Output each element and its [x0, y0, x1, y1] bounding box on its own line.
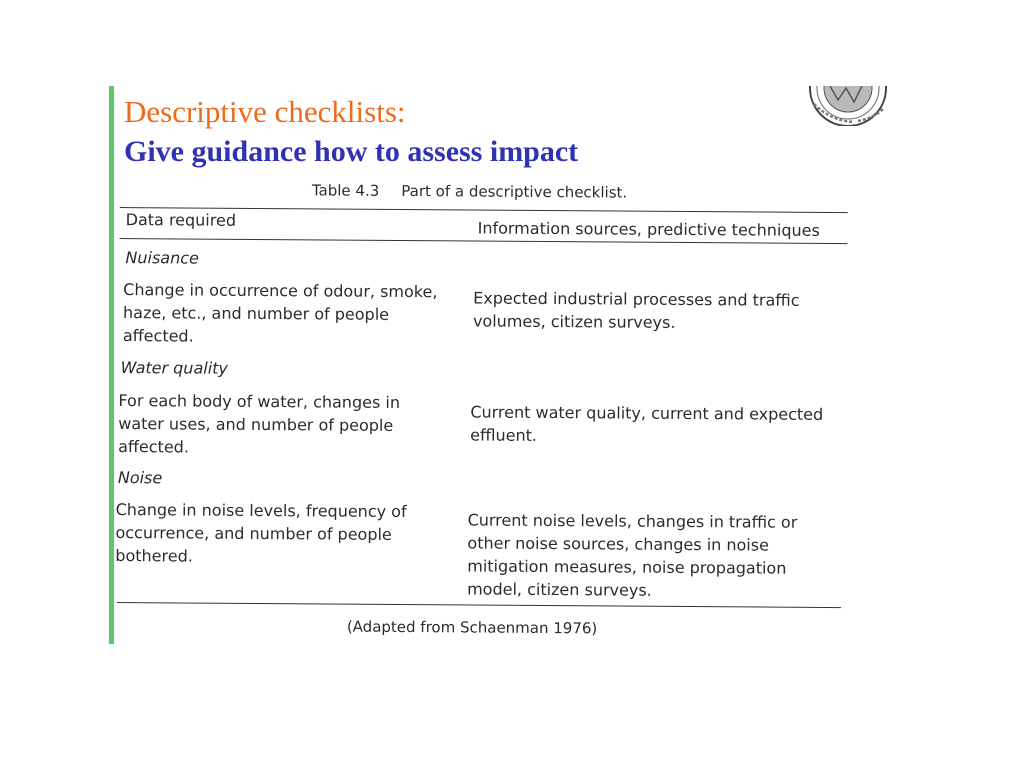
column-header-data-required: Data required: [125, 210, 237, 230]
table-caption: [312, 181, 627, 201]
table-caption-label: Table 4.3: [311, 181, 380, 200]
table-bottom-rule: [117, 602, 841, 608]
column-header-sources: Information sources, predictive techniques: [477, 218, 820, 240]
section-label-water-quality: Water quality: [120, 358, 228, 378]
slide-heading: [124, 92, 578, 172]
slide-subtitle: Give guidance how to assess impact: [124, 135, 579, 168]
nuisance-data-required: Change in occurrence of odour, smoke, haze, etc., and number of people affected.: [122, 280, 438, 346]
checklist-table: [113, 176, 852, 651]
nuisance-sources: Expected industrial processes and traffic volumes, citizen surveys.: [472, 288, 800, 332]
seal-icon: [800, 86, 890, 126]
table-caption-text: Part of a descriptive checklist.: [401, 181, 628, 202]
slide-title: Descriptive checklists:: [124, 94, 406, 129]
water-quality-data-required: For each body of water, changes in water uses, and number of people affected.: [118, 391, 401, 457]
section-label-nuisance: Nuisance: [125, 248, 199, 268]
section-label-noise: Noise: [117, 468, 163, 488]
table-source-note: (Adapted from Schaenman 1976): [346, 617, 598, 638]
water-quality-sources: Current water quality, current and expected effluent.: [470, 402, 824, 445]
noise-sources: Current noise levels, changes in traffic or other noise sources, changes in noise mitigation measures, noise propagation model, citizen surveys.: [467, 510, 798, 600]
university-seal-logo: [800, 86, 890, 126]
noise-data-required: Change in noise levels, frequency of occurrence, and number of people bothered.: [115, 500, 407, 566]
